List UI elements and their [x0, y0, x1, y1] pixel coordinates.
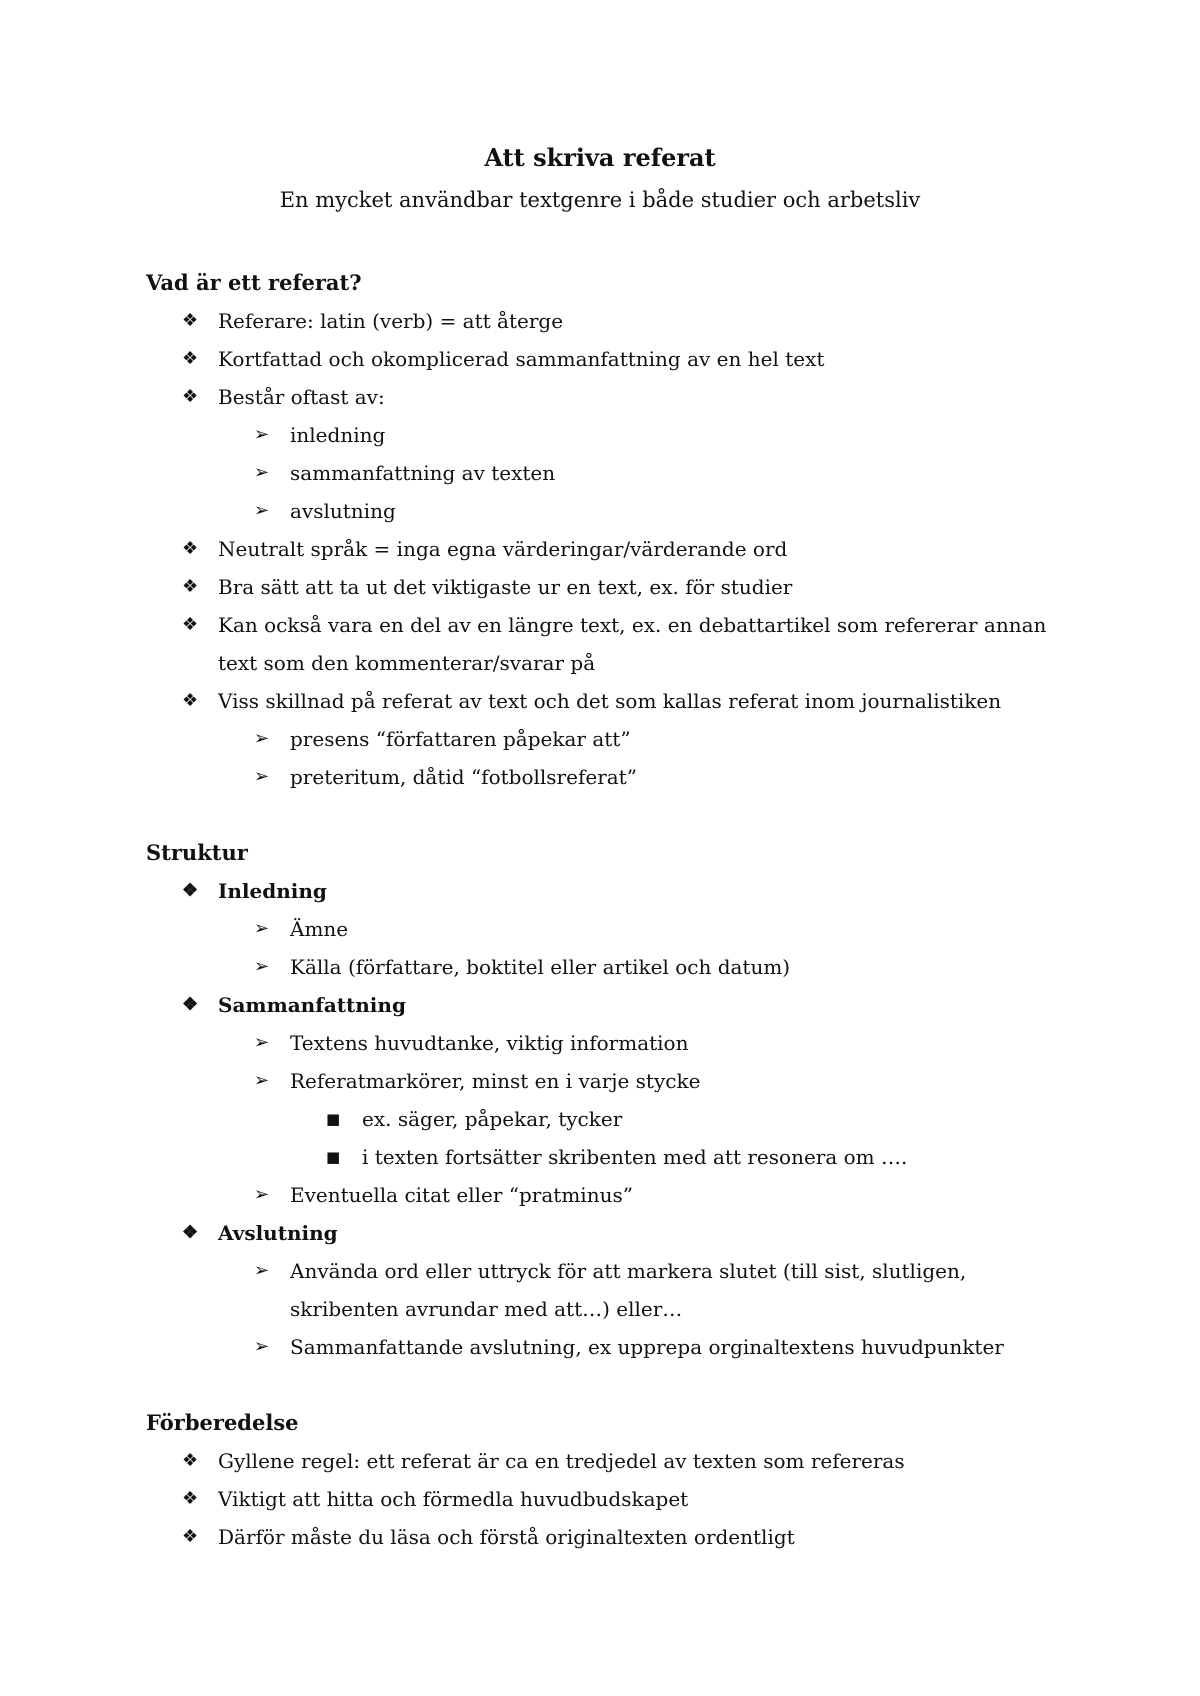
section-structure — [146, 834, 1066, 1366]
list-item — [146, 910, 1066, 948]
arrow-bullet-icon: ➢ — [254, 1184, 270, 1205]
list-item-text: Sammanfattande avslutning, ex upprepa orginaltextens huvudpunkter — [290, 1335, 1004, 1359]
list-item-text: Bra sätt att ta ut det viktigaste ur en text, ex. för studier — [218, 575, 793, 599]
list-item-text: Gyllene regel: ett referat är ca en tredjedel av texten som refereras — [218, 1449, 905, 1473]
list-item — [146, 1328, 1066, 1366]
arrow-bullet-icon: ➢ — [254, 728, 270, 749]
list-item-text: Viktigt att hitta och förmedla huvudbudskapet — [218, 1487, 689, 1511]
arrow-bullet-icon: ➢ — [254, 956, 270, 977]
list-item-text: Viss skillnad på referat av text och det som kallas referat inom journalistiken — [218, 689, 1002, 713]
list-item-text: i texten fortsätter skribenten med att resonera om …. — [362, 1145, 908, 1169]
list-item-text: Använda ord eller uttryck för att markera slutet (till sist, slutligen, skribenten avrundar med att…) eller… — [290, 1259, 967, 1321]
list-item — [146, 1024, 1066, 1062]
arrow-bullet-icon: ➢ — [254, 766, 270, 787]
list-item — [146, 492, 1066, 530]
list-item-text: ex. säger, påpekar, tycker — [362, 1107, 623, 1131]
diamond-bullet-icon: ❖ — [182, 576, 199, 597]
list-item-text: preteritum, dåtid “fotbollsreferat” — [290, 765, 637, 789]
square-bullet-icon: ■ — [326, 1148, 341, 1166]
square-bullet-icon: ■ — [326, 1110, 341, 1128]
list-item — [146, 986, 1066, 1024]
arrow-bullet-icon: ➢ — [254, 462, 270, 483]
diamond-bullet-icon: ❖ — [182, 614, 199, 635]
arrow-bullet-icon: ➢ — [254, 918, 270, 939]
list-item-text: Kan också vara en del av en längre text, ex. en debattartikel som refererar annan text som den kommenterar/svarar på — [218, 613, 1047, 675]
list-item-text: Avslutning — [218, 1221, 338, 1245]
list-item — [146, 1214, 1066, 1252]
section-what-is-referat — [146, 264, 1066, 796]
list-item-text: Referatmarkörer, minst en i varje stycke — [290, 1069, 701, 1093]
diamond-bullet-icon: ❖ — [182, 1450, 199, 1471]
list-item — [146, 1252, 1066, 1328]
diamond-bullet-icon: ❖ — [182, 880, 199, 901]
list-item — [146, 302, 1066, 340]
diamond-bullet-icon: ❖ — [182, 1488, 199, 1509]
list-item — [146, 1480, 1066, 1518]
arrow-bullet-icon: ➢ — [254, 424, 270, 445]
list-item — [146, 872, 1066, 910]
list-item-text: avslutning — [290, 499, 396, 523]
list-item — [146, 1442, 1066, 1480]
list-item — [146, 568, 1066, 606]
list-item-text: presens “författaren påpekar att” — [290, 727, 631, 751]
list-item-text: Källa (författare, boktitel eller artikel och datum) — [290, 955, 791, 979]
section-heading: Förberedelse — [146, 1410, 299, 1435]
list-item — [146, 1138, 1066, 1176]
diamond-bullet-icon: ❖ — [182, 386, 199, 407]
list-item-text: Textens huvudtanke, viktig information — [290, 1031, 689, 1055]
list-item — [146, 1518, 1066, 1556]
list-item — [146, 948, 1066, 986]
list-item — [146, 1176, 1066, 1214]
arrow-bullet-icon: ➢ — [254, 1032, 270, 1053]
list-item-text: Därför måste du läsa och förstå originaltexten ordentligt — [218, 1525, 795, 1549]
list-item-text: sammanfattning av texten — [290, 461, 556, 485]
diamond-bullet-icon: ❖ — [182, 310, 199, 331]
diamond-bullet-icon: ❖ — [182, 348, 199, 369]
document-subtitle: En mycket användbar textgenre i både studier och arbetsliv — [279, 188, 921, 212]
list-item — [146, 682, 1066, 720]
list-item — [146, 1062, 1066, 1100]
list-item — [146, 530, 1066, 568]
arrow-bullet-icon: ➢ — [254, 500, 270, 521]
list-item-text: Kortfattad och okomplicerad sammanfattning av en hel text — [218, 347, 825, 371]
list-item-text: Referare: latin (verb) = att återge — [218, 309, 564, 333]
diamond-bullet-icon: ❖ — [182, 690, 199, 711]
diamond-bullet-icon: ❖ — [182, 538, 199, 559]
diamond-bullet-icon: ❖ — [182, 1222, 199, 1243]
section-heading: Struktur — [146, 840, 248, 865]
section-heading: Vad är ett referat? — [146, 270, 362, 295]
list-item-text: Ämne — [290, 917, 349, 941]
list-item-text: Neutralt språk = inga egna värderingar/värderande ord — [218, 537, 788, 561]
list-item — [146, 606, 1066, 682]
list-item-text: Inledning — [218, 879, 327, 903]
list-item-text: inledning — [290, 423, 386, 447]
list-item-text: Eventuella citat eller “pratminus” — [290, 1183, 633, 1207]
list-item — [146, 340, 1066, 378]
list-item — [146, 1100, 1066, 1138]
diamond-bullet-icon: ❖ — [182, 994, 199, 1015]
list-item — [146, 758, 1066, 796]
arrow-bullet-icon: ➢ — [254, 1260, 270, 1281]
list-item — [146, 454, 1066, 492]
list-item-text: Består oftast av: — [218, 385, 385, 409]
list-item — [146, 378, 1066, 416]
arrow-bullet-icon: ➢ — [254, 1070, 270, 1091]
list-item-text: Sammanfattning — [218, 993, 406, 1017]
list-item — [146, 720, 1066, 758]
document-title: Att skriva referat — [484, 143, 716, 172]
list-item — [146, 416, 1066, 454]
arrow-bullet-icon: ➢ — [254, 1336, 270, 1357]
section-preparation — [146, 1404, 1066, 1556]
diamond-bullet-icon: ❖ — [182, 1526, 199, 1547]
